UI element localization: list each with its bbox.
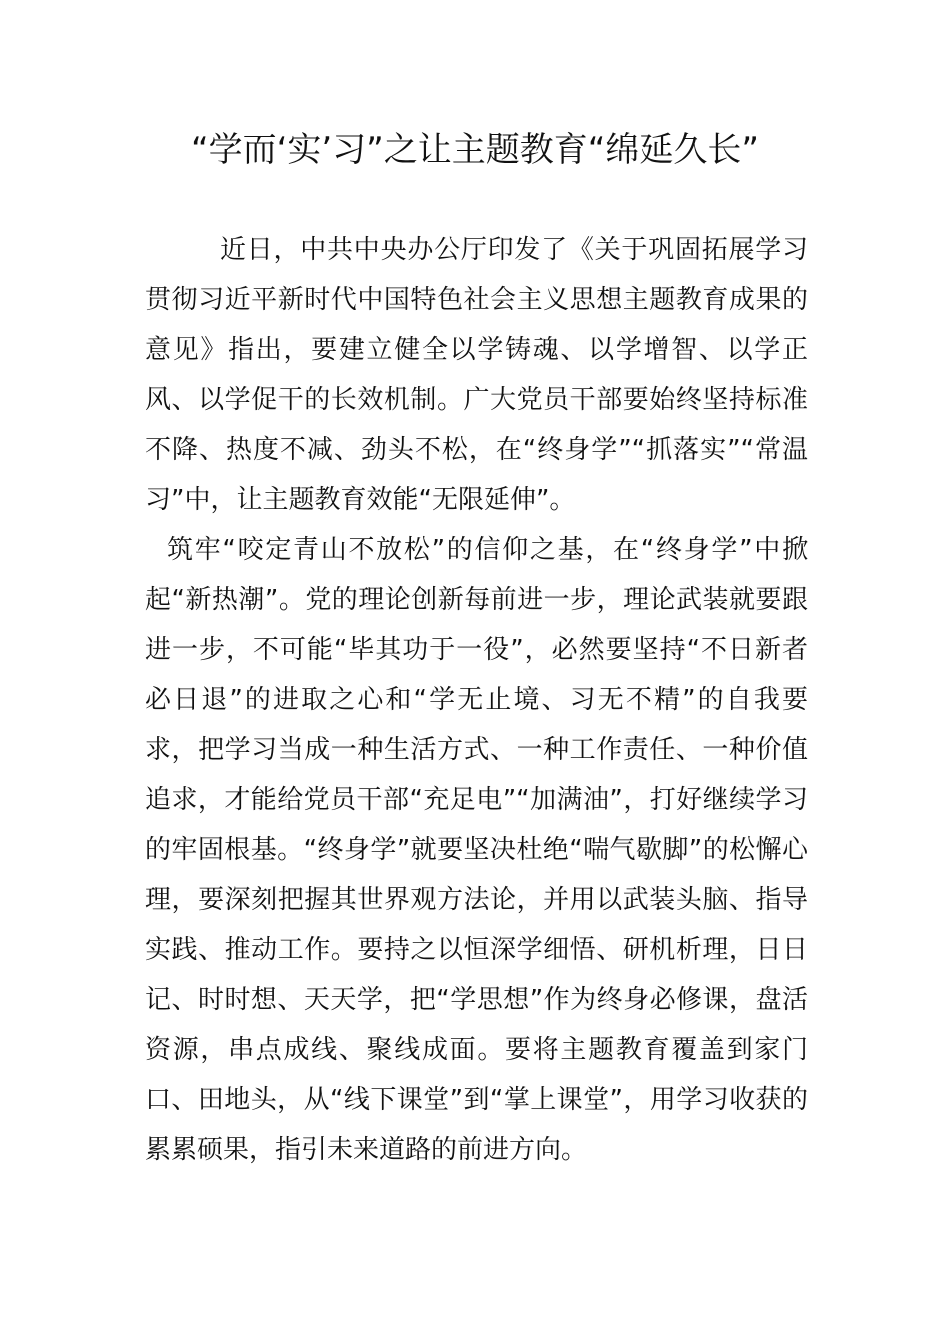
document-title: “学而‘实’习”之让主题教育“绵延久长” — [190, 130, 760, 170]
document-body — [145, 225, 808, 1175]
paragraph-lifelong-learning: 筑牢“咬定青山不放松”的信仰之基，在“终身学”中掀起“新热潮”。党的理论创新每前进一步，理论武装就要跟进一步，不可能“毕其功于一役”，必然要坚持“不日新者必日退”的进取之心和“学无止境、习无不精”的自我要求，把学习当成一种生活方式、一种工作责任、一种价值追求，才能给党员干部“充足电”“加满油”，打好继续学习的牢固根基。“终身学”就要坚决杜绝“喘气歇脚”的松懈心理，要深刻把握其世界观方法论，并用以武装头脑、指导实践、推动工作。要持之以恒深学细悟、研机析理，日日记、时时想、天天学，把“学思想”作为终身必修课，盘活资源，串点成线、聚线成面。要将主题教育覆盖到家门口、田地头，从“线下课堂”到“掌上课堂”，用学习收获的累累硕果，指引未来道路的前进方向。 — [145, 535, 808, 1165]
paragraph-intro: 近日，中共中央办公厅印发了《关于巩固拓展学习贯彻习近平新时代中国特色社会主义思想主题教育成果的意见》指出，要建立健全以学铸魂、以学增智、以学正风、以学促干的长效机制。广大党员干部要始终坚持标准不降、热度不减、劲头不松，在“终身学”“抓落实”“常温习”中，让主题教育效能“无限延伸”。 — [145, 235, 808, 515]
